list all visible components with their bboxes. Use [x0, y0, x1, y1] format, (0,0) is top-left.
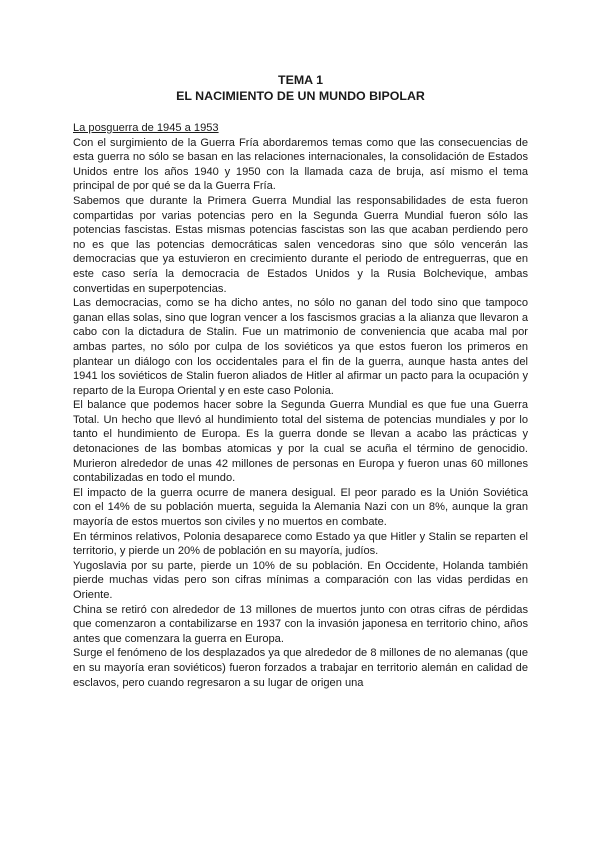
document-page: [73, 72, 528, 690]
paragraph: Surge el fenómeno de los desplazados ya que alrededor de 8 millones de no alemanas (que en su mayoría eran soviéticos) fueron forzados a trabajar en territorio alemán en calidad de esclavos, pero cuando regresaron a su lugar de origen una: [73, 647, 528, 689]
paragraph: El impacto de la guerra ocurre de manera desigual. El peor parado es la Unión Soviética con el 14% de su población muerta, seguida la Alemania Nazi con un 8%, aunque la gran mayoría de estos muertos son civiles y no muertos en combate.: [73, 486, 528, 529]
section-heading: La posguerra de 1945 a 1953: [73, 122, 219, 134]
paragraph: China se retiró con alrededor de 13 millones de muertos junto con otras cifras de pérdidas que comenzaron a contabilizarse en 1937 con la invasión japonesa en territorio chino, años antes que comenzara la guerra en Europa.: [73, 603, 528, 645]
paragraph: Yugoslavia por su parte, pierde un 10% de su población. En Occidente, Holanda también pierde muchas vidas pero son cifras mínimas a comparación con las vidas perdidas en Oriente.: [73, 559, 528, 601]
paragraph: En términos relativos, Polonia desaparece como Estado ya que Hitler y Stalin se reparten el territorio, y pierde un 20% de población en su mayoría, judíos.: [73, 530, 528, 558]
document-title-line-1: TEMA 1: [278, 73, 323, 87]
paragraph: El balance que podemos hacer sobre la Segunda Guerra Mundial es que fue una Guerra Total. Un hecho que llevó al hundimiento total del sistema de potencias mundiales y por lo tanto el hundimiento de Europa. Es la guerra donde se llevan a acabo las prácticas y detonaciones de las bombas atomicas y por la cual se acuña el término de genocidio. Murieron alrededor de unas 42 millones de personas en Europa y fueron unas 60 millones contabilizadas en todo el mundo.: [73, 399, 528, 485]
paragraph: Las democracias, como se ha dicho antes, no sólo no ganan del todo sino que tampoco ganan ellas solas, sino que logran vencer a los fascismos gracias a la alianza que llevaron a cabo con la dictadura de Stalin. Fue un matrimonio de conveniencia que acaba mal por ambas partes, no sólo por culpa de los soviéticos ya que estos fueron los primeros en plantear un diálogo con los occidentales para el fin de la guerra, aunque hasta antes del 1941 los soviéticos de Stalin fueron aliados de Hitler al afirmar un pacto para la ocupación y reparto de la Europa Oriental y en este caso Polonia.: [73, 297, 528, 397]
paragraph: Sabemos que durante la Primera Guerra Mundial las responsabilidades de esta fueron compartidas por varias potencias pero en la Segunda Guerra Mundial fueron sólo las potencias fascistas. Estas mismas potencias fascistas son las que acaban perdiendo pero no es que las potencias democráticas salen vencedoras sino que sólo vencerán las democracias que ya estuvieron en crecimiento durante el periodo de entreguerras, que en este caso sería la democracia de Estados Unidos y la Rusia Bolchevique, ambas convertidas en superpotencias.: [73, 194, 528, 295]
document-title-line-2: EL NACIMIENTO DE UN MUNDO BIPOLAR: [176, 89, 425, 103]
paragraph: Con el surgimiento de la Guerra Fría abordaremos temas como que las consecuencias de esta guerra no sólo se basan en las relaciones internacionales, la consolidación de Estados Unidos entre los años 1940 y 1950 con la llamada caza de bruja, así mismo el tema principal de por qué se da la Guerra Fría.: [73, 136, 528, 193]
